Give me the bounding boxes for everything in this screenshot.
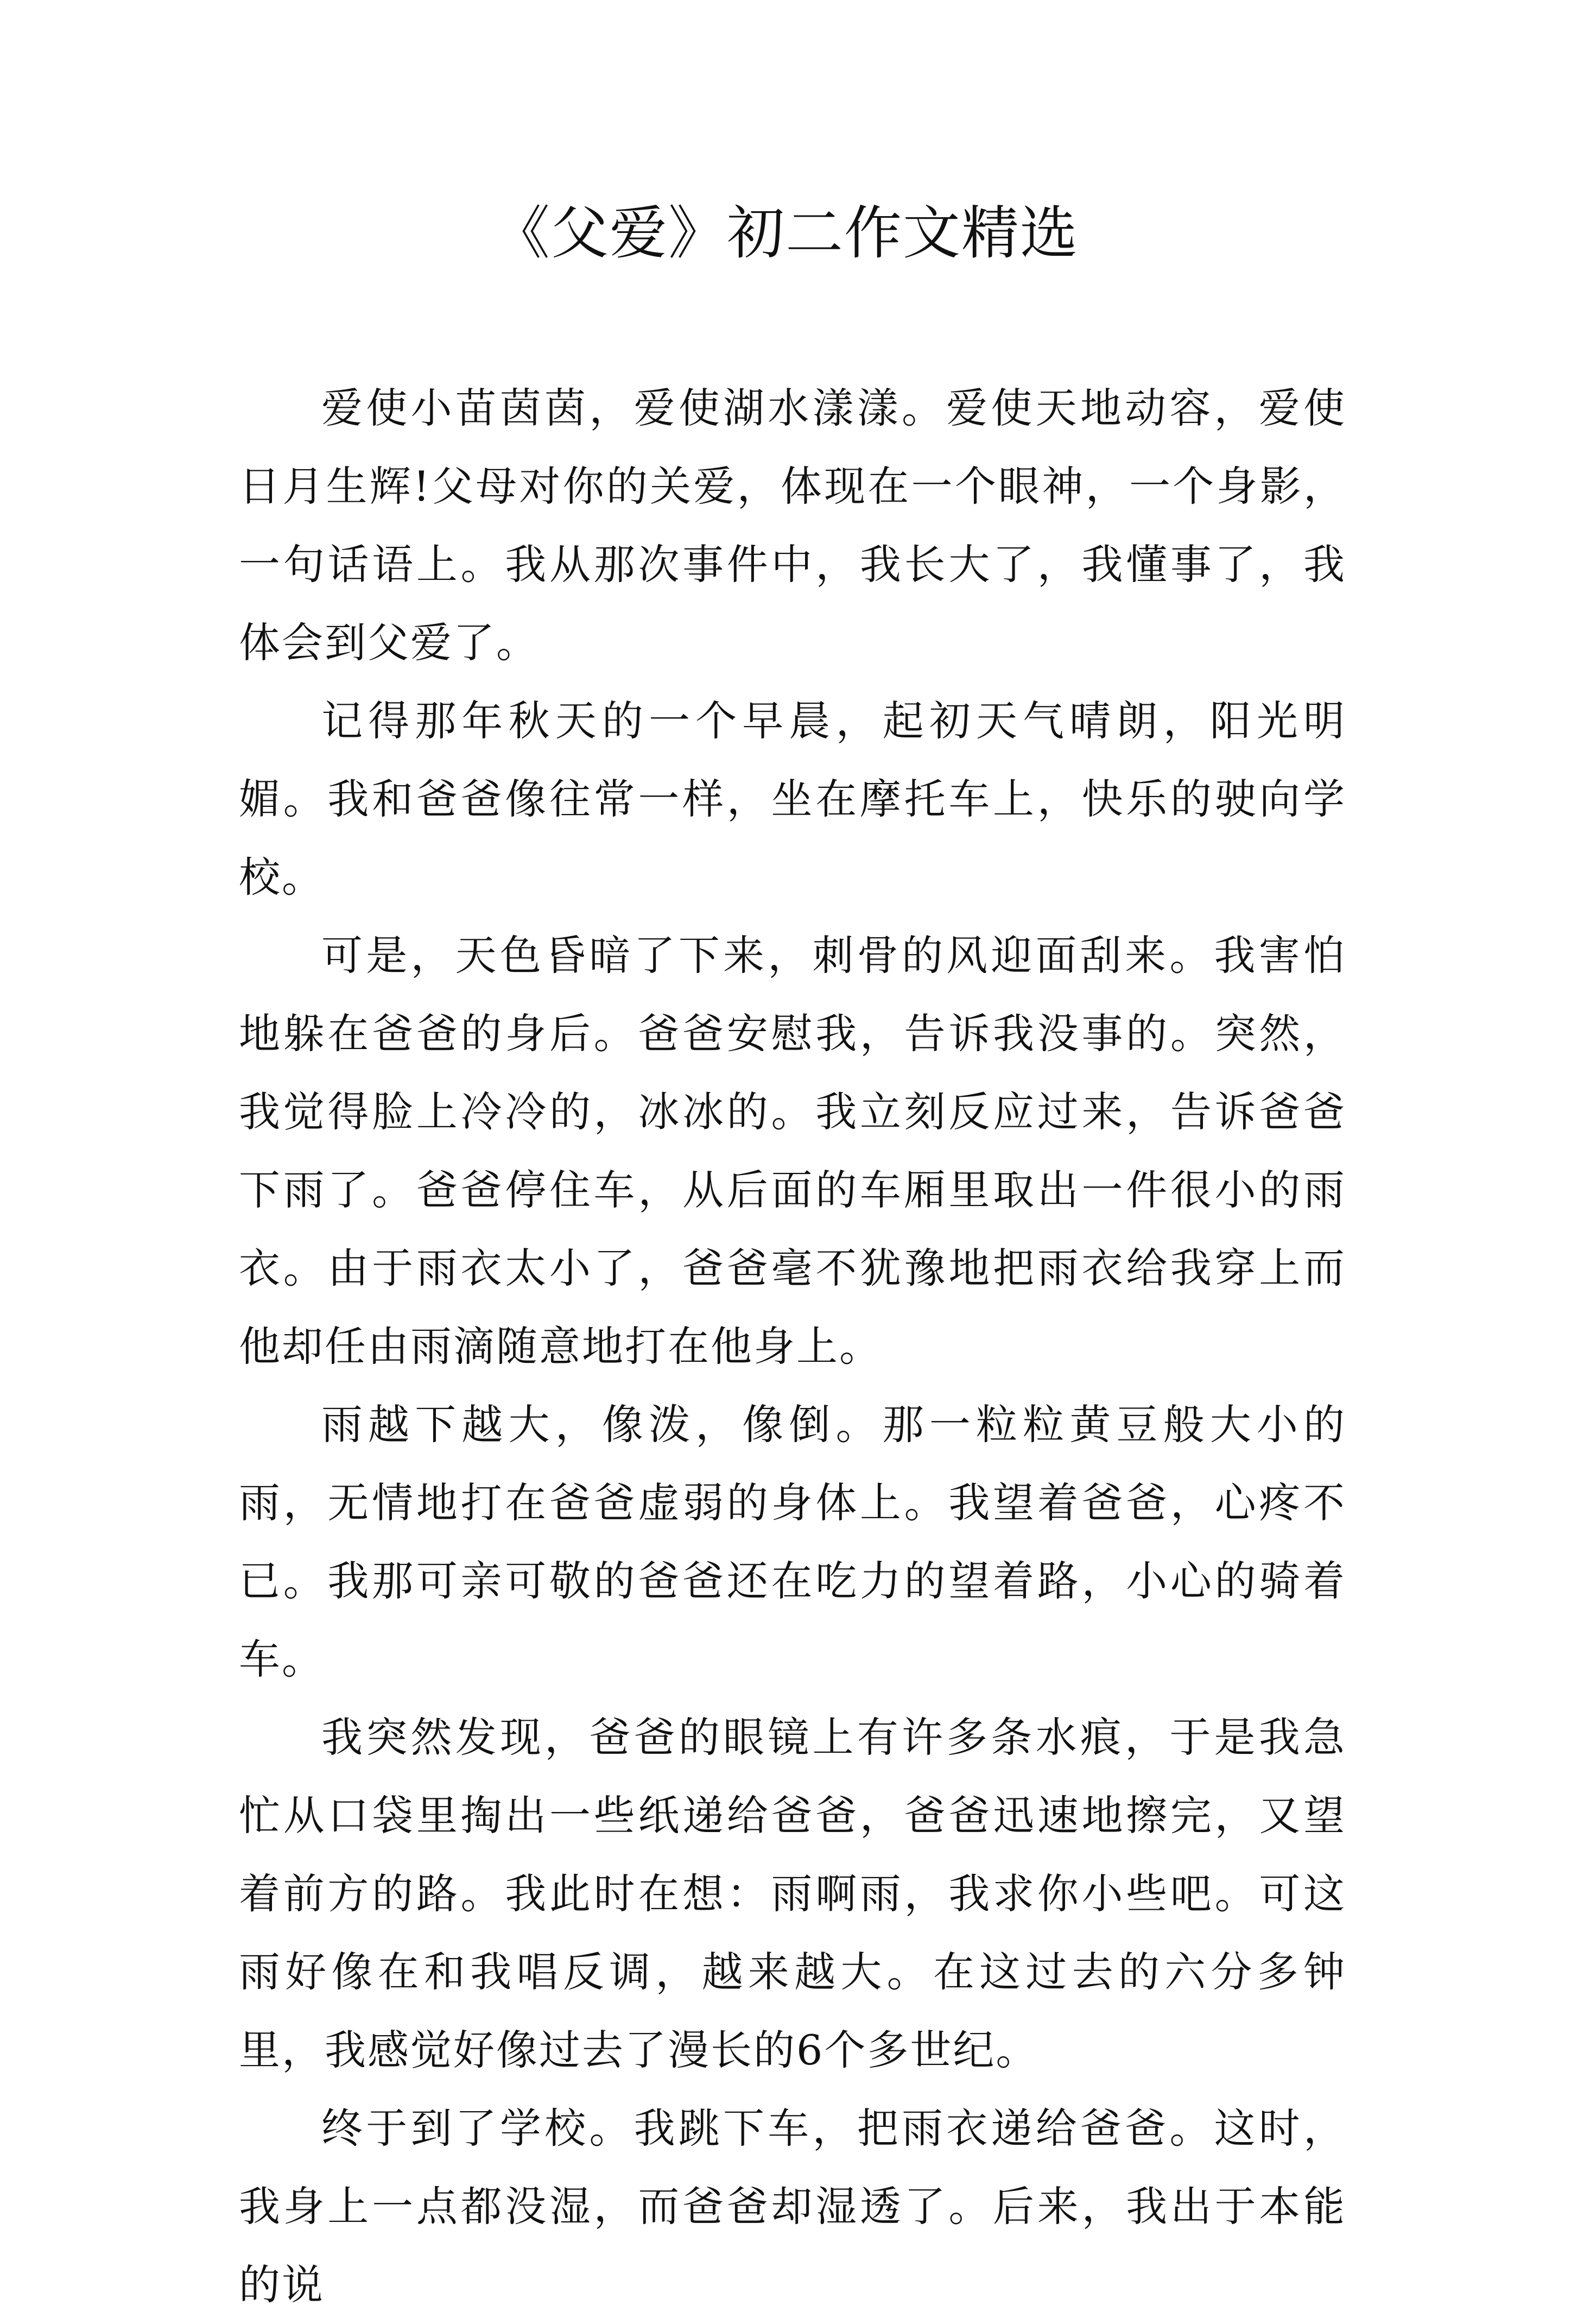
paragraph: 我突然发现，爸爸的眼镜上有许多条水痕，于是我急忙从口袋里掏出一些纸递给爸爸，爸爸迅速地擦完，又望着前方的路。我此时在想：雨啊雨，我求你小些吧。可这雨好像在和我唱反调，越来越大。在这过去的六分多钟里，我感觉好像过去了漫长的6个多世纪。	[239, 1713, 1346, 2074]
paragraph: 可是，天色昏暗了下来，刺骨的风迎面刮来。我害怕地躲在爸爸的身后。爸爸安慰我，告诉我没事的。突然，我觉得脸上冷冷的，冰冰的。我立刻反应过来，告诉爸爸下雨了。爸爸停住车，从后面的车厢里取出一件很小的雨衣。由于雨衣太小了，爸爸毫不犹豫地把雨衣给我穿上而他却任由雨滴随意地打在他身上。	[239, 931, 1346, 1371]
paragraph: 终于到了学校。我跳下车，把雨衣递给爸爸。这时，我身上一点都没湿，而爸爸却湿透了。后来，我出于本能的说	[239, 2104, 1346, 2309]
document-body	[239, 369, 1346, 2324]
paragraph: 记得那年秋天的一个早晨，起初天气晴朗，阳光明媚。我和爸爸像往常一样，坐在摩托车上，快乐的驶向学校。	[239, 697, 1346, 901]
paragraph: 爱使小苗茵茵，爱使湖水漾漾。爱使天地动容，爱使日月生辉!父母对你的关爱，体现在一个眼神，一个身影，一句话语上。我从那次事件中，我长大了，我懂事了，我体会到父爱了。	[239, 384, 1346, 667]
document-title: 《父爱》初二作文精选	[492, 200, 1079, 267]
paragraph: 雨越下越大，像泼，像倒。那一粒粒黄豆般大小的雨，无情地打在爸爸虚弱的身体上。我望着爸爸，心疼不已。我那可亲可敬的爸爸还在吃力的望着路，小心的骑着车。	[239, 1400, 1346, 1683]
